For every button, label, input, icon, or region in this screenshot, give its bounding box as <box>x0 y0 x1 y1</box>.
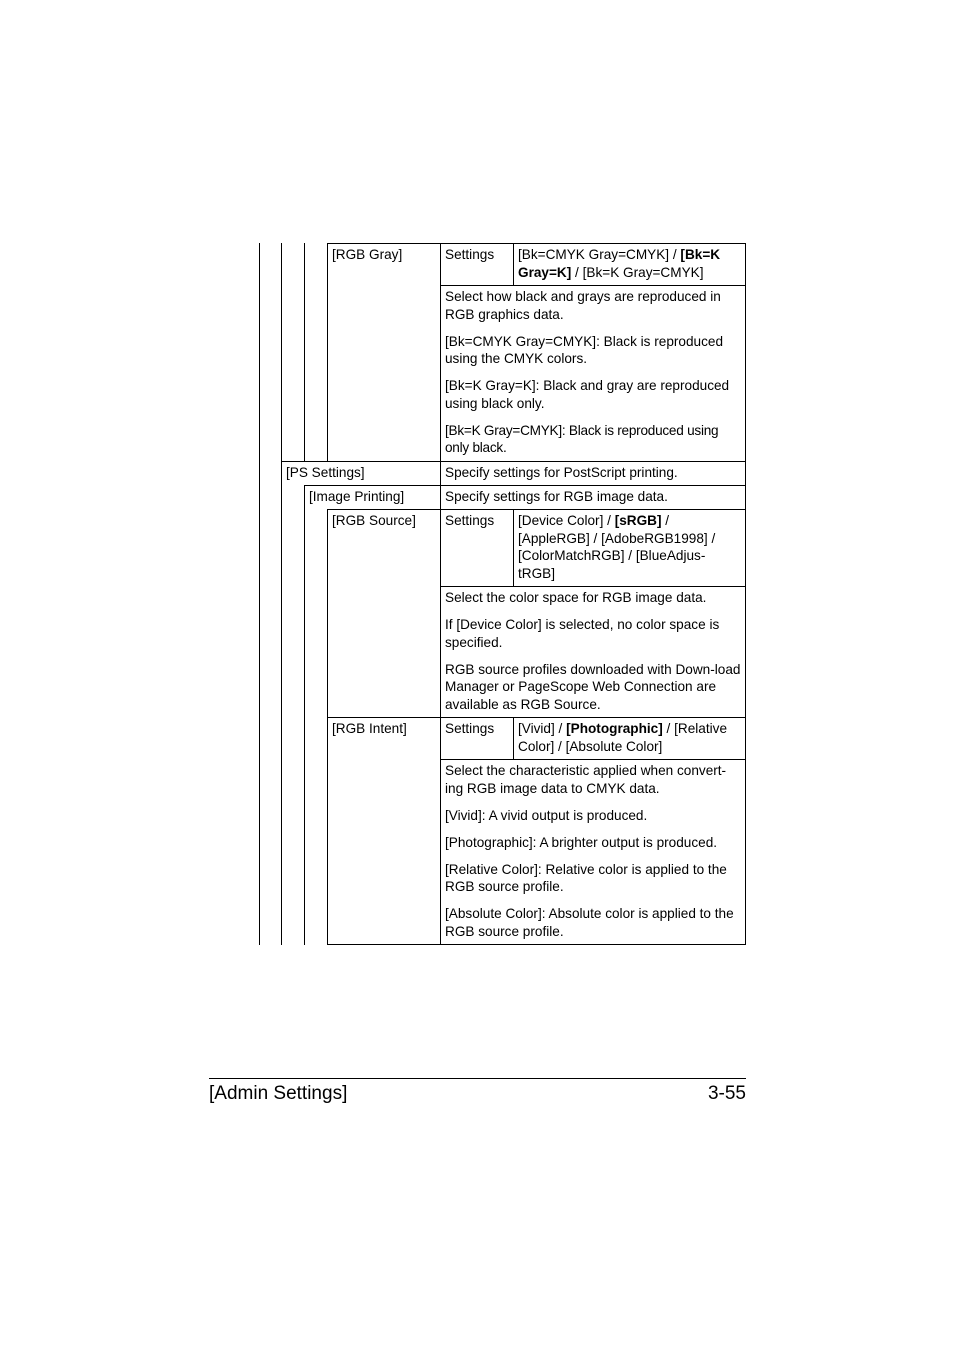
rgb-intent-settings-label: Settings <box>445 721 495 736</box>
rgb-gray-desc-3: [Bk=K Gray=K]: Black and gray are reproduced using black only. <box>445 378 730 411</box>
rgb-source-desc-1: Select the color space for RGB image data. <box>445 590 707 605</box>
footer-rule <box>209 1078 746 1079</box>
table-bottom <box>327 944 746 945</box>
rgb-source-desc-2: If [Device Color] is selected, no color space is specified. <box>445 617 720 650</box>
row-intent-settings-bottom <box>440 759 746 760</box>
rgb-source-name: [RGB Source] <box>332 513 416 528</box>
rgb-gray-desc-2: [Bk=CMYK Gray=CMYK]: Black is reproduced using the CMYK colors. <box>445 333 724 366</box>
settings-separator-gray <box>513 243 514 285</box>
rgb-gray-options: [Bk=CMYK Gray=CMYK] / [Bk=K Gray=K] / [Bk=K Gray=CMYK] <box>518 247 721 280</box>
rgb-source-description <box>445 589 743 713</box>
rgb-gray-desc-4: [Bk=K Gray=CMYK]: Black is reproduced using only black. <box>445 422 719 455</box>
item-column-left-lower <box>327 509 328 945</box>
rgb-gray-name: [RGB Gray] <box>332 247 403 262</box>
rgb-source-options: [Device Color] / [sRGB] / [AppleRGB] / [AdobeRGB1998] / [ColorMatchRGB] / [BlueAdjus-tRGB] <box>518 513 716 581</box>
rgb-gray-desc-1: Select how black and grays are reproduced in RGB graphics data. <box>445 289 721 322</box>
rgb-intent-desc-3: [Photographic]: A brighter output is produced. <box>445 834 718 850</box>
row-gray-settings-bottom <box>440 285 746 286</box>
row-ps-top <box>281 461 746 462</box>
tree-line-level3-lower <box>304 485 305 945</box>
rgb-gray-description <box>445 288 743 457</box>
tree-line-level2 <box>281 243 282 945</box>
desc-column-left <box>440 243 441 945</box>
footer-page-number: 3-55 <box>707 1083 746 1104</box>
row-intent-top <box>327 717 746 718</box>
rgb-intent-name: [RGB Intent] <box>332 721 407 736</box>
tree-line-level1 <box>259 243 260 945</box>
row-source-top <box>327 509 746 510</box>
rgb-intent-desc-2: [Vivid]: A vivid output is produced. <box>445 807 648 823</box>
ps-settings-description: Specify settings for PostScript printing. <box>445 465 678 480</box>
row-top-gray <box>327 243 746 244</box>
image-printing-name: [Image Printing] <box>309 489 405 504</box>
rgb-intent-desc-5: [Absolute Color]: Absolute color is applied to the RGB source profile. <box>445 906 734 939</box>
rgb-intent-options: [Vivid] / [Photographic] / [Relative Color] / [Absolute Color] <box>518 721 727 754</box>
rgb-intent-desc-1: Select the characteristic applied when convert-ing RGB image data to CMYK data. <box>445 763 727 796</box>
rgb-source-desc-3: RGB source profiles downloaded with Down-load Manager or PageScope Web Connection are available as RGB Source. <box>445 661 741 712</box>
tree-line-level3-upper <box>304 243 305 461</box>
ps-settings-name: [PS Settings] <box>286 465 365 480</box>
rgb-intent-description <box>445 762 743 940</box>
settings-separator-intent <box>513 717 514 759</box>
image-printing-description: Specify settings for RGB image data. <box>445 489 668 504</box>
row-source-settings-bottom <box>440 586 746 587</box>
item-column-left-upper <box>327 243 328 461</box>
row-image-top <box>304 485 746 486</box>
rgb-gray-settings-label: Settings <box>445 247 495 262</box>
rgb-intent-desc-4: [Relative Color]: Relative color is applied to the RGB source profile. <box>445 861 727 894</box>
rgb-source-settings-label: Settings <box>445 513 495 528</box>
table-right-edge <box>745 243 746 945</box>
settings-separator-source <box>513 509 514 586</box>
footer-section-title: [Admin Settings] <box>209 1083 348 1104</box>
